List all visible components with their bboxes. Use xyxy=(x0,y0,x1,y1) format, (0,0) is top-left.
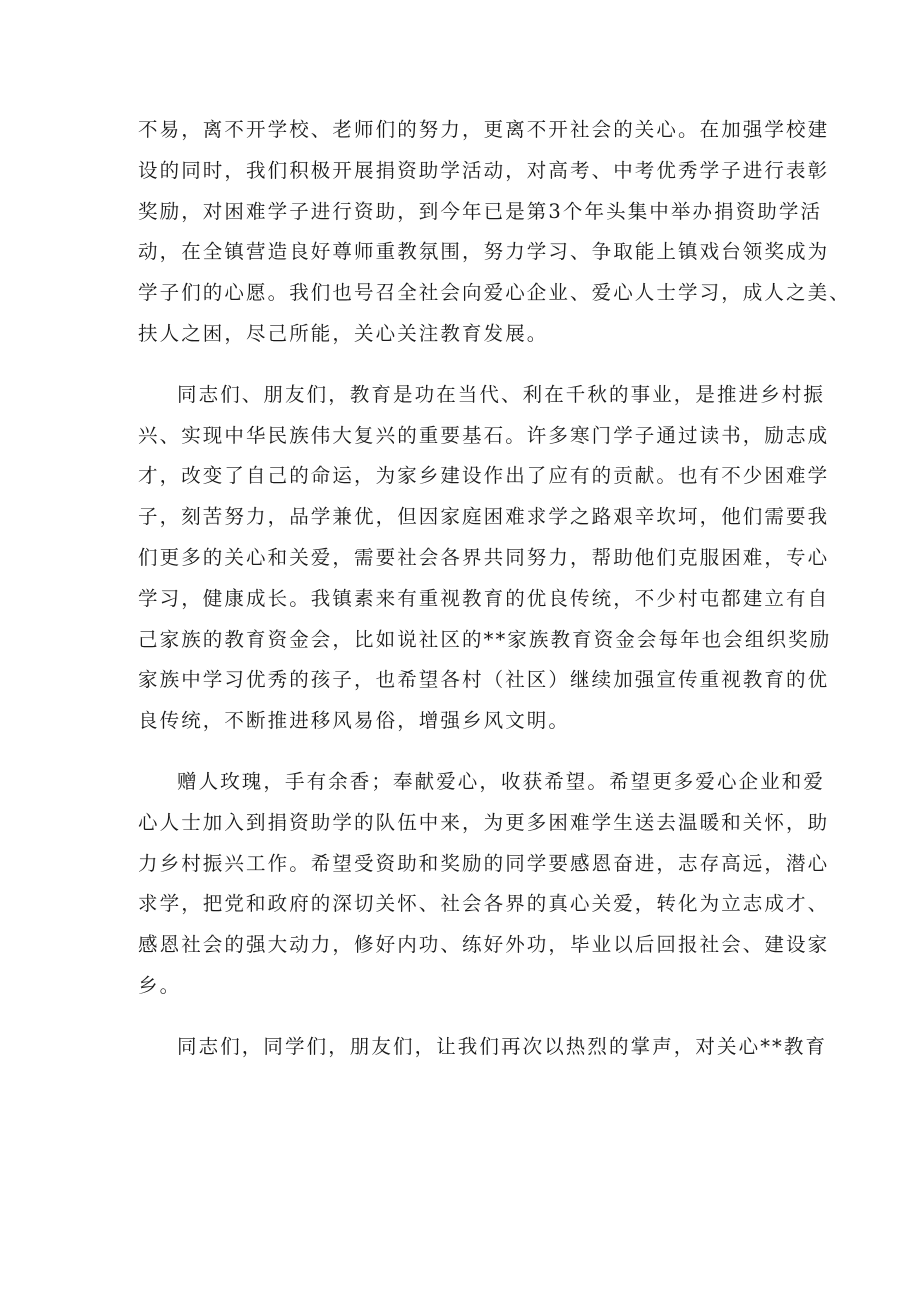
text-line: 动，在全镇营造良好尊师重教氛围，努力学习、争取能上镇戏台领奖成为 xyxy=(138,240,830,264)
document-body xyxy=(138,110,851,1068)
text-line: 心人士加入到捐资助学的队伍中来，为更多困难学生送去温暖和关怀，助 xyxy=(138,810,830,834)
text-line: 乡。 xyxy=(138,973,182,997)
paragraph-4 xyxy=(138,1027,828,1068)
text-line: 同志们，同学们，朋友们，让我们再次以热烈的掌声，对关心**教育 xyxy=(177,1034,828,1058)
paragraph-spacer xyxy=(138,742,790,762)
text-line: 奖励，对困难学子进行资助，到今年已是第3个年头集中举办捐资助学活 xyxy=(138,199,823,223)
text-line: 力乡村振兴工作。希望受资助和奖励的同学要感恩奋进，志存高远，潜心 xyxy=(138,851,830,875)
text-line: 兴、实现中华民族伟大复兴的重要基石。许多寒门学子通过读书，励志成 xyxy=(138,423,830,447)
text-line: 己家族的教育资金会，比如说社区的**家族教育资金会每年也会组织奖励 xyxy=(138,627,832,651)
paragraph-spacer xyxy=(138,355,790,375)
paragraph-3 xyxy=(138,762,830,1007)
text-line: 学子们的心愿。我们也号召全社会向爱心企业、爱心人士学习，成人之美、 xyxy=(138,281,851,305)
text-line: 学习，健康成长。我镇素来有重视教育的优良传统，不少村屯都建立有自 xyxy=(138,586,830,610)
text-line: 求学，把党和政府的深切关怀、社会各界的真心关爱，转化为立志成才、 xyxy=(138,892,830,916)
text-line: 设的同时，我们积极开展捐资助学活动，对高考、中考优秀学子进行表彰 xyxy=(138,158,830,182)
text-line: 子，刻苦努力，品学兼优，但因家庭困难求学之路艰辛坎坷，他们需要我 xyxy=(138,505,830,529)
text-line: 才，改变了自己的命运，为家乡建设作出了应有的贡献。也有不少困难学 xyxy=(138,464,830,488)
paragraph-2 xyxy=(138,375,832,742)
text-line: 们更多的关心和关爱，需要社会各界共同努力，帮助他们克服困难，专心 xyxy=(138,545,830,569)
text-line: 赠人玫瑰，手有余香；奉献爱心，收获希望。希望更多爱心企业和爱 xyxy=(177,769,826,793)
text-line: 良传统，不断推进移风易俗，增强乡风文明。 xyxy=(138,709,571,733)
text-line: 感恩社会的强大动力，修好内功、练好外功，毕业以后回报社会、建设家 xyxy=(138,933,830,957)
text-line: 扶人之困，尽己所能，关心关注教育发展。 xyxy=(138,321,549,345)
text-line: 同志们、朋友们，教育是功在当代、利在千秋的事业，是推进乡村振 xyxy=(177,382,826,406)
text-line: 不易，离不开学校、老师们的努力，更离不开社会的关心。在加强学校建 xyxy=(138,118,830,141)
paragraph-spacer xyxy=(138,1007,790,1027)
text-line: 家族中学习优秀的孩子，也希望各村（社区）继续加强宣传重视教育的优 xyxy=(138,668,830,692)
paragraph-1 xyxy=(138,110,851,355)
